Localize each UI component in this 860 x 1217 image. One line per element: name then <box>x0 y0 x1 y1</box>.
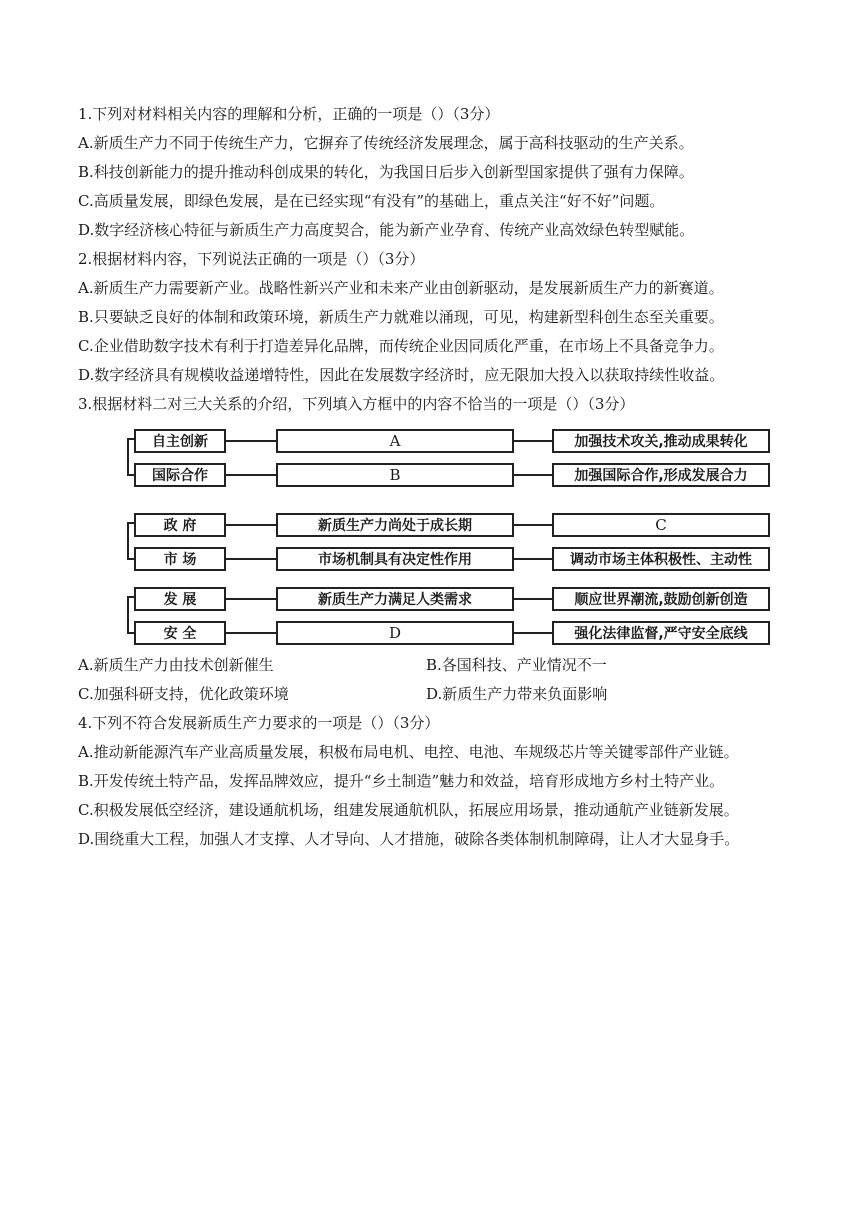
box-mid-5: 新质生产力满足人类需求 <box>276 587 514 611</box>
q2-option-a: A.新质生产力需要新产业。战略性新兴产业和未来产业由创新驱动，是发展新质生产力的新赛道。 <box>78 279 724 297</box>
q4-option-d: D.围绕重大工程，加强人才支撑、人才导向、人才措施，破除各类体制机制障碍，让人才大显身手。 <box>78 830 740 848</box>
q4-stem: 4.下列不符合发展新质生产力要求的一项是（）（3分） <box>78 714 440 732</box>
q1-option-d: D.数字经济核心特征与新质生产力高度契合，能为新产业孕育、传统产业高效绿色转型赋能。 <box>78 221 695 239</box>
q2-option-d: D.数字经济具有规模收益递增特性，因此在发展数字经济时，应无限加大投入以获取持续性收益。 <box>78 366 725 384</box>
q3-stem: 3.根据材料二对三大关系的介绍，下列填入方框中的内容不恰当的一项是（）（3分） <box>78 395 635 413</box>
q1-option-b: B.科技创新能力的提升推动科创成果的转化，为我国日后步入创新型国家提供了强有力保障。 <box>78 163 694 181</box>
box-mid-6: D <box>276 621 514 645</box>
box-right-6: 强化法律监督,严守安全底线 <box>552 621 770 645</box>
box-right-1: 加强技术攻关,推动成果转化 <box>552 429 770 453</box>
q2-option-c: C.企业借助数字技术有利于打造差异化品牌，而传统企业因同质化严重，在市场上不具备竞争力。 <box>78 337 724 355</box>
box-mid-1: A <box>276 429 514 453</box>
q1-option-a: A.新质生产力不同于传统生产力，它摒弃了传统经济发展理念，属于高科技驱动的生产关系。 <box>78 134 694 152</box>
box-right-3: C <box>552 513 770 537</box>
q3-options-row-2 <box>78 680 788 709</box>
q4-option-c: C.积极发展低空经济，建设通航机场，组建发展通航机队，拓展应用场景，推动通航产业链新发展。 <box>78 801 739 819</box>
q3-option-d: D.新质生产力带来负面影响 <box>426 685 608 703</box>
box-mid-2: B <box>276 463 514 487</box>
q1-option-c: C.高质量发展，即绿色发展，是在已经实现“有没有”的基础上，重点关注“好不好”问题。 <box>78 192 665 210</box>
box-left-1: 自主创新 <box>134 429 226 453</box>
q3-options-row-1 <box>78 651 788 680</box>
q1-stem: 1.下列对材料相关内容的理解和分析，正确的一项是（）（3分） <box>78 105 500 123</box>
q2-stem: 2.根据材料内容，下列说法正确的一项是（）（3分） <box>78 250 425 268</box>
box-left-2: 国际合作 <box>134 463 226 487</box>
box-mid-3: 新质生产力尚处于成长期 <box>276 513 514 537</box>
q3-option-c: C.加强科研支持，优化政策环境 <box>78 685 289 703</box>
box-left-3: 政 府 <box>134 513 226 537</box>
box-left-6: 安 全 <box>134 621 226 645</box>
question-sheet <box>78 100 788 854</box>
q2-option-b: B.只要缺乏良好的体制和政策环境，新质生产力就难以涌现，可见，构建新型科创生态至关重要。 <box>78 308 724 326</box>
box-left-4: 市 场 <box>134 547 226 571</box>
box-left-5: 发 展 <box>134 587 226 611</box>
q4-option-b: B.开发传统土特产品，发挥品牌效应，提升“乡土制造”魅力和效益，培育形成地方乡村土特产业。 <box>78 772 725 790</box>
q3-option-a: A.新质生产力由技术创新催生 <box>78 656 274 674</box>
box-right-5: 顺应世界潮流,鼓励创新创造 <box>552 587 770 611</box>
box-right-2: 加强国际合作,形成发展合力 <box>552 463 770 487</box>
box-right-4: 调动市场主体积极性、主动性 <box>552 547 770 571</box>
q4-option-a: A.推动新能源汽车产业高质量发展，积极布局电机、电控、电池、车规级芯片等关键零部件产业链。 <box>78 743 739 761</box>
relations-diagram <box>120 427 780 645</box>
q3-option-b: B.各国科技、产业情况不一 <box>426 656 607 674</box>
box-mid-4: 市场机制具有决定性作用 <box>276 547 514 571</box>
